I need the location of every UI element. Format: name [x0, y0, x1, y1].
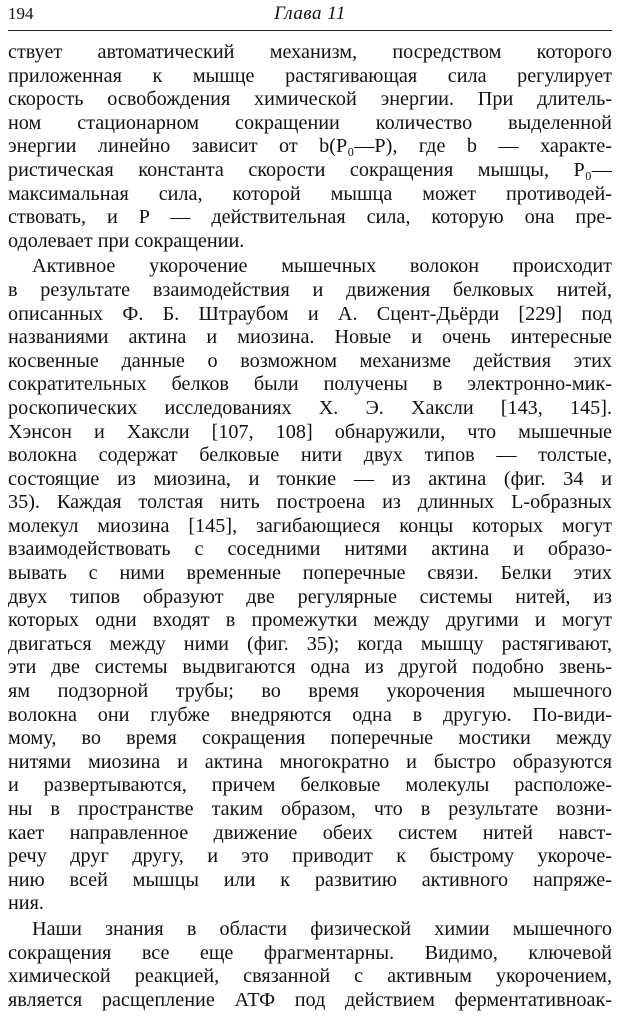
- page-header: [8, 2, 612, 31]
- running-head: Глава 11: [274, 3, 346, 24]
- text-line: нитями миозина и актина многократно и быстро образуются: [8, 750, 612, 773]
- text-line: речу друг другу, и это приводит к быстрому укороче-: [8, 845, 612, 868]
- text-line: является расщепление АТФ под действием ферментативноак-: [8, 988, 612, 1011]
- text-line: Активное укорочение мышечных волокон происходит: [32, 255, 612, 278]
- text-line: вывать с ними временные поперечные связи. Белки этих: [8, 562, 612, 585]
- text-line: нию всей мышцы или к развитию активного напряже-: [8, 868, 612, 891]
- page-number: 194: [8, 4, 34, 23]
- text-line: ствовать, и P — действительная сила, которую она пре-: [8, 206, 612, 229]
- text-line: в результате взаимодействия и движения белковых нитей,: [8, 278, 612, 301]
- text-line: ристическая константа скорости сокращения мышцы, P₀—: [8, 158, 612, 181]
- text-line: молекул миозина [145], загибающиеся концы которых могут: [8, 514, 612, 537]
- text-line: химической реакцией, связанной с активным укорочением,: [8, 965, 612, 988]
- text-line: ствует автоматический механизм, посредством которого: [8, 41, 612, 63]
- text-line: ны в пространстве таким образом, что в результате возни-: [8, 798, 612, 820]
- text-line: Хэнсон и Хаксли [107, 108] обнаружили, что мышечные: [8, 420, 612, 443]
- text-line: приложенная к мышце растягивающая сила регулирует: [8, 64, 612, 87]
- text-line: мому, во время сокращения поперечные мостики между: [8, 727, 612, 750]
- text-line: одолевает при сокращении.: [8, 229, 245, 252]
- text-line: кает направленное движение обеих систем нитей навст-: [8, 821, 612, 844]
- text-line: 35). Каждая толстая нить построена из длинных L-образных: [8, 491, 612, 514]
- text-line: взаимодействовать с соседними нитями актина и образо-: [8, 538, 612, 561]
- text-line: ния.: [8, 892, 44, 915]
- body-text: [8, 41, 612, 1012]
- text-line: описанных Ф. Б. Штраубом и А. Сцент-Дьёрди [229] под: [8, 302, 612, 325]
- text-line: сокращения все еще фрагментарны. Видимо, ключевой: [8, 941, 612, 964]
- text-line: Наши знания в области физической химии мышечного: [32, 917, 612, 940]
- paragraph-2: [8, 255, 612, 916]
- text-line: которых одни входят в промежутки между другими и могут: [8, 609, 612, 632]
- text-line: роскопических исследованиях Х. Э. Хаксли [143, 145].: [8, 396, 612, 419]
- text-line: двигаться между ними (фиг. 35); когда мышцу растягивают,: [8, 632, 612, 655]
- text-line: косвенные данные о возможном механизме действия этих: [8, 349, 612, 372]
- text-line: ном стационарном сокращении количество выделенной: [8, 111, 612, 134]
- paragraph-1: [8, 41, 612, 253]
- text-line: сократительных белков были получены в электронно-мик-: [8, 373, 612, 396]
- text-line: ям подзорной трубы; во время укорочения мышечного: [8, 680, 612, 703]
- text-line: двух типов образуют две регулярные системы нитей, из: [8, 585, 612, 608]
- paragraph-3: [8, 918, 612, 1012]
- text-line: и развертываются, причем белковые молекулы расположе-: [8, 774, 612, 797]
- text-line: энергии линейно зависит от b(P₀—P), где b — характе-: [8, 135, 612, 158]
- text-line: названиями актина и миозина. Новые и очень интересные: [8, 326, 612, 349]
- text-line: состоящие из миозина, и тонкие — из актина (фиг. 34 и: [8, 467, 612, 490]
- text-line: скорость освобождения химической энергии. При длитель-: [8, 88, 612, 111]
- text-line: эти две системы выдвигаются одна из другой подобно звень-: [8, 656, 612, 679]
- text-line: волокна содержат белковые нити двух типов — толстые,: [8, 444, 612, 467]
- text-line: максимальная сила, которой мышца может противодей-: [8, 182, 612, 205]
- text-line: волокна они глубже внедряются одна в другую. По-види-: [8, 703, 612, 726]
